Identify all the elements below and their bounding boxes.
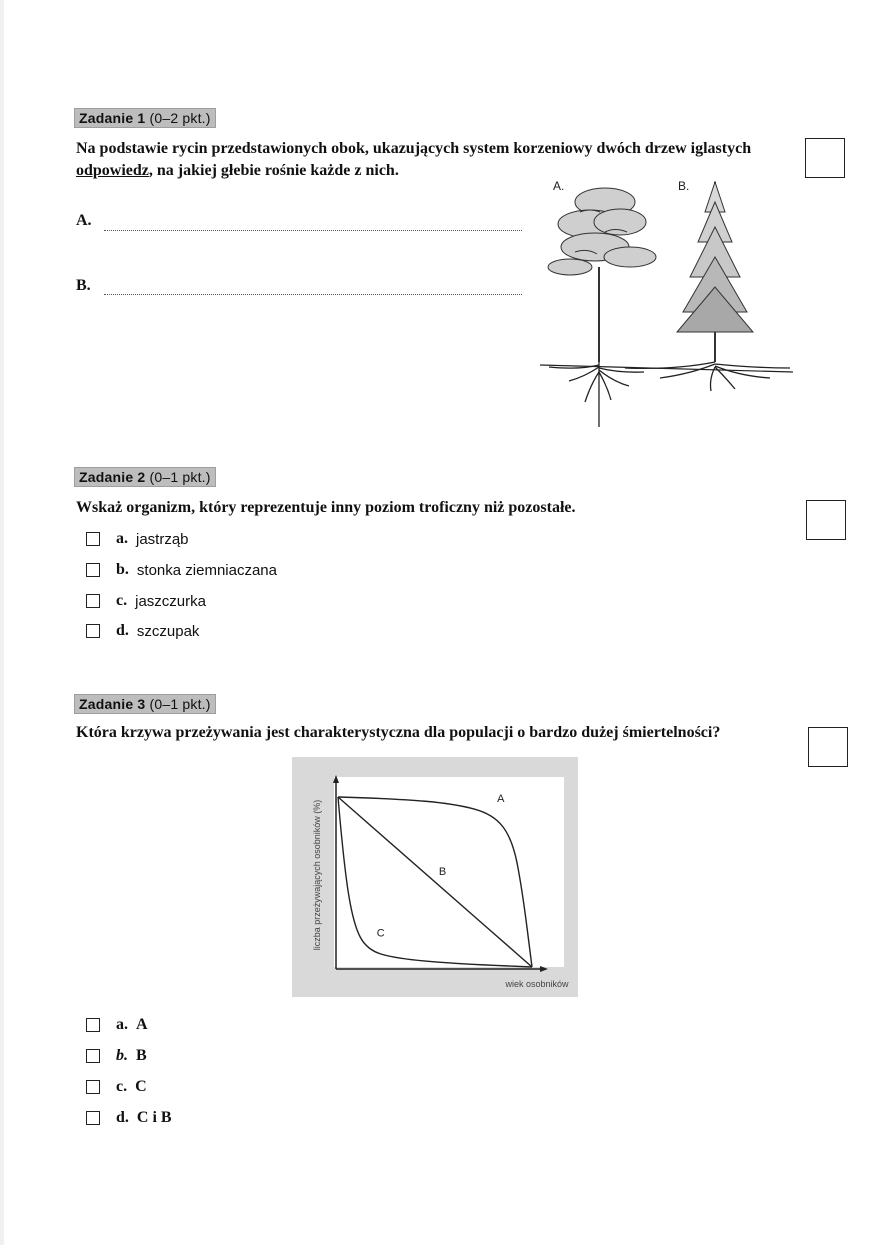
tree-a-label: A. [553, 179, 565, 193]
task1-question-text-1: Na podstawie rycin przedstawionych obok, ukazujących system korzeniowy dwóch drzew iglastych [76, 140, 752, 157]
trees-illustration [535, 172, 797, 432]
option-letter: a. [116, 530, 128, 547]
task2-option-a[interactable] [86, 530, 189, 548]
task2-score-box[interactable] [806, 500, 846, 540]
option-text: C i B [136, 1109, 172, 1126]
tree-a-roots [549, 362, 644, 427]
checkbox[interactable] [86, 563, 100, 577]
checkbox[interactable] [86, 1018, 100, 1032]
task1-answer-b-label: B. [76, 277, 91, 294]
page-edge-shadow [0, 0, 4, 1245]
task2-option-b[interactable] [86, 561, 277, 579]
option-text: A [136, 1016, 148, 1033]
task1-score-box[interactable] [805, 138, 845, 178]
checkbox[interactable] [86, 594, 100, 608]
task3-option-b[interactable] [86, 1047, 147, 1065]
task1-answer-b-line[interactable] [104, 293, 522, 295]
plot-area [334, 777, 564, 967]
option-text: C [135, 1078, 147, 1095]
checkbox[interactable] [86, 532, 100, 546]
task1-tag [74, 108, 216, 128]
option-letter: c. [116, 592, 128, 609]
tree-b-roots [625, 362, 790, 391]
option-text: jaszczurka [135, 592, 206, 610]
checkbox[interactable] [86, 1049, 100, 1063]
curve-label-c: C [376, 927, 385, 940]
task1-answer-a-line[interactable] [104, 229, 522, 231]
task3-tag-points: (0–1 pkt.) [149, 696, 211, 712]
option-letter: d. [116, 622, 129, 639]
task3-option-d[interactable] [86, 1109, 172, 1127]
task3-score-box[interactable] [808, 727, 848, 767]
option-letter: d. [116, 1109, 129, 1126]
task3-tag [74, 694, 216, 714]
task3-tag-title: Zadanie 3 [79, 696, 146, 712]
task2-tag-title: Zadanie 2 [79, 469, 146, 485]
tree-b-label: B. [678, 179, 690, 193]
option-text: szczupak [136, 622, 200, 640]
option-text: stonka ziemniaczana [136, 561, 277, 579]
task3-option-a[interactable] [86, 1016, 148, 1034]
option-letter: b. [116, 1047, 128, 1064]
option-letter: c. [116, 1078, 128, 1095]
task3-option-c[interactable] [86, 1078, 147, 1096]
task2-option-d[interactable] [86, 622, 199, 640]
checkbox[interactable] [86, 624, 100, 638]
option-text: B [136, 1047, 147, 1064]
task1-tag-points: (0–2 pkt.) [149, 110, 211, 126]
curve-label-b: B [438, 866, 447, 879]
task1-question-text-2: , na jakiej głebie rośnie każde z nich. [148, 162, 399, 179]
option-letter: b. [116, 561, 129, 578]
y-axis-label: liczba przeżywających osobników (%) [312, 799, 322, 951]
task2-option-c[interactable] [86, 592, 206, 610]
task2-question: Wskaż organizm, który reprezentuje inny poziom troficzny niż pozostałe. [76, 499, 576, 516]
option-text: jastrząb [136, 530, 189, 548]
task1-answer-a-label: A. [76, 212, 92, 229]
checkbox[interactable] [86, 1111, 100, 1125]
task2-tag [74, 467, 216, 487]
task2-tag-points: (0–1 pkt.) [149, 469, 211, 485]
tree-b-spruce [677, 182, 753, 362]
task3-question: Która krzywa przeżywania jest charakterystyczna dla populacji o bardzo dużej śmiertelności? [76, 724, 721, 741]
survival-curve-chart [292, 757, 578, 997]
task1-tag-title: Zadanie 1 [79, 110, 146, 126]
curve-label-a: A [497, 793, 505, 806]
tree-a-pine [548, 188, 656, 362]
x-axis-label: wiek osobników [505, 979, 569, 989]
task1-question-underlined: odpowiedz [76, 162, 149, 179]
checkbox[interactable] [86, 1080, 100, 1094]
option-letter: a. [116, 1016, 128, 1033]
